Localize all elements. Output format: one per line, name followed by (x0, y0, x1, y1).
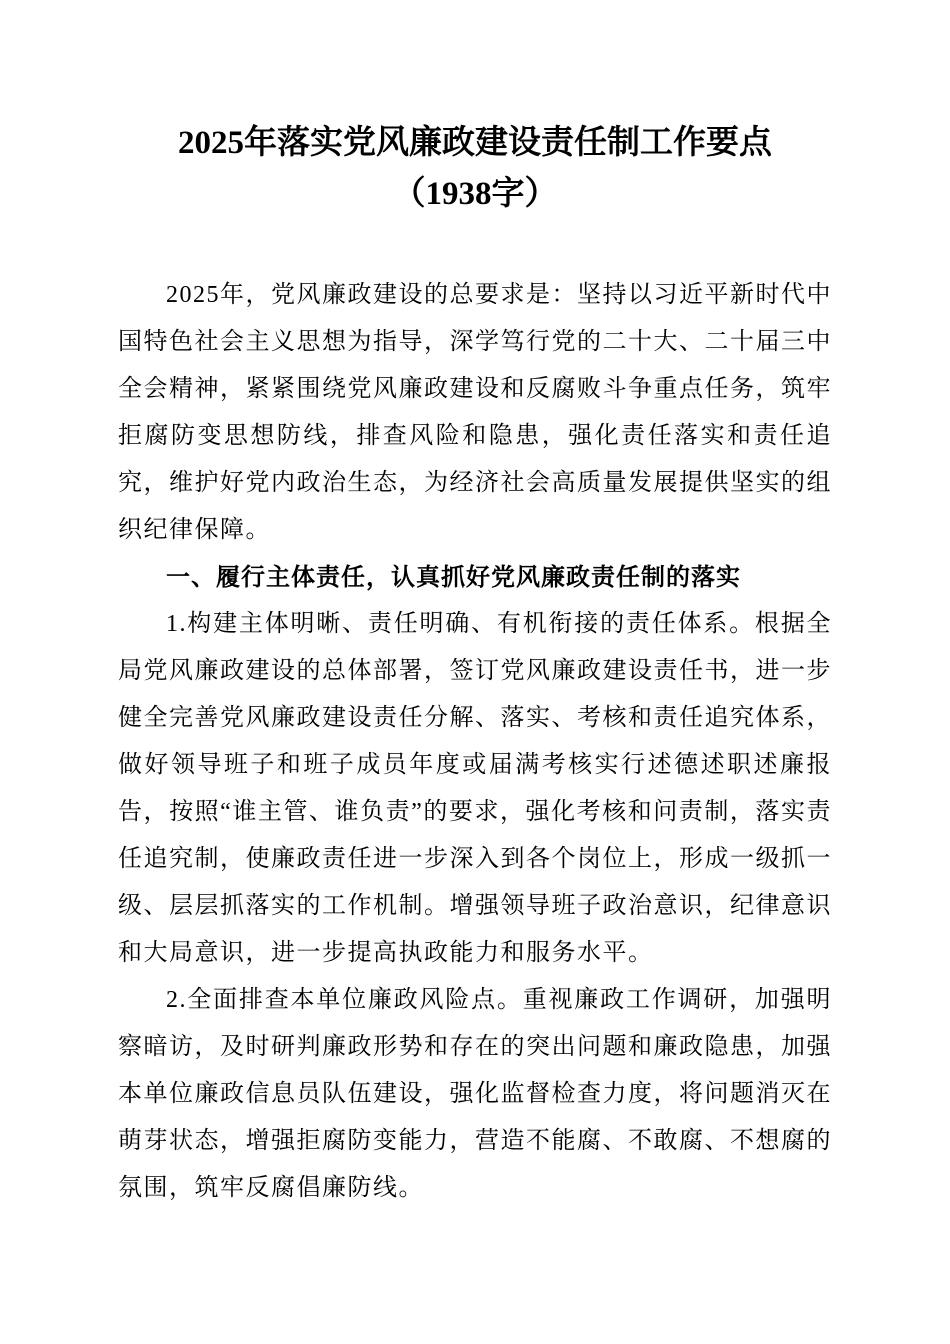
document-title-line2: （1938字） (392, 176, 558, 213)
section-heading-1: 一、履行主体责任，认真抓好党风廉政责任制的落实 (166, 564, 741, 592)
document-title (118, 118, 832, 220)
document-title-line1: 2025年落实党风廉政建设责任制工作要点 (178, 125, 772, 161)
paragraph-item-1: 1.构建主体明晰、责任明确、有机衔接的责任体系。根据全局党风廉政建设的总体部署，签订党风廉政建设责任书，进一步健全完善党风廉政建设责任分解、落实、考核和责任追究体系，做好领导班子和班子成员年度或届满考核实行述德述职述廉报告，按照“谁主管、谁负责”的要求，强化考核和问责制，落实责任追究制，使廉政责任进一步深入到各个岗位上，形成一级抓一级、层层抓落实的工作机制。增强领导班子政治意识，纪律意识和大局意识，进一步提高执政能力和服务水平。 (118, 611, 832, 967)
paragraph-item-2: 2.全面排查本单位廉政风险点。重视廉政工作调研，加强明察暗访，及时研判廉政形势和存在的突出问题和廉政隐患，加强本单位廉政信息员队伍建设，强化监督检查力度，将问题消灭在萌芽状态，增强拒腐防变能力，营造不能腐、不敢腐、不想腐的氛围，筑牢反腐倡廉防线。 (118, 987, 832, 1202)
intro-paragraph: 2025年，党风廉政建设的总要求是：坚持以习近平新时代中国特色社会主义思想为指导，深学笃行党的二十大、二十届三中全会精神，紧紧围绕党风廉政建设和反腐败斗争重点任务，筑牢拒腐防变思想防线，排查风险和隐患，强化责任落实和责任追究，维护好党内政治生态，为经济社会高质量发展提供坚实的组织纪律保障。 (118, 282, 832, 544)
